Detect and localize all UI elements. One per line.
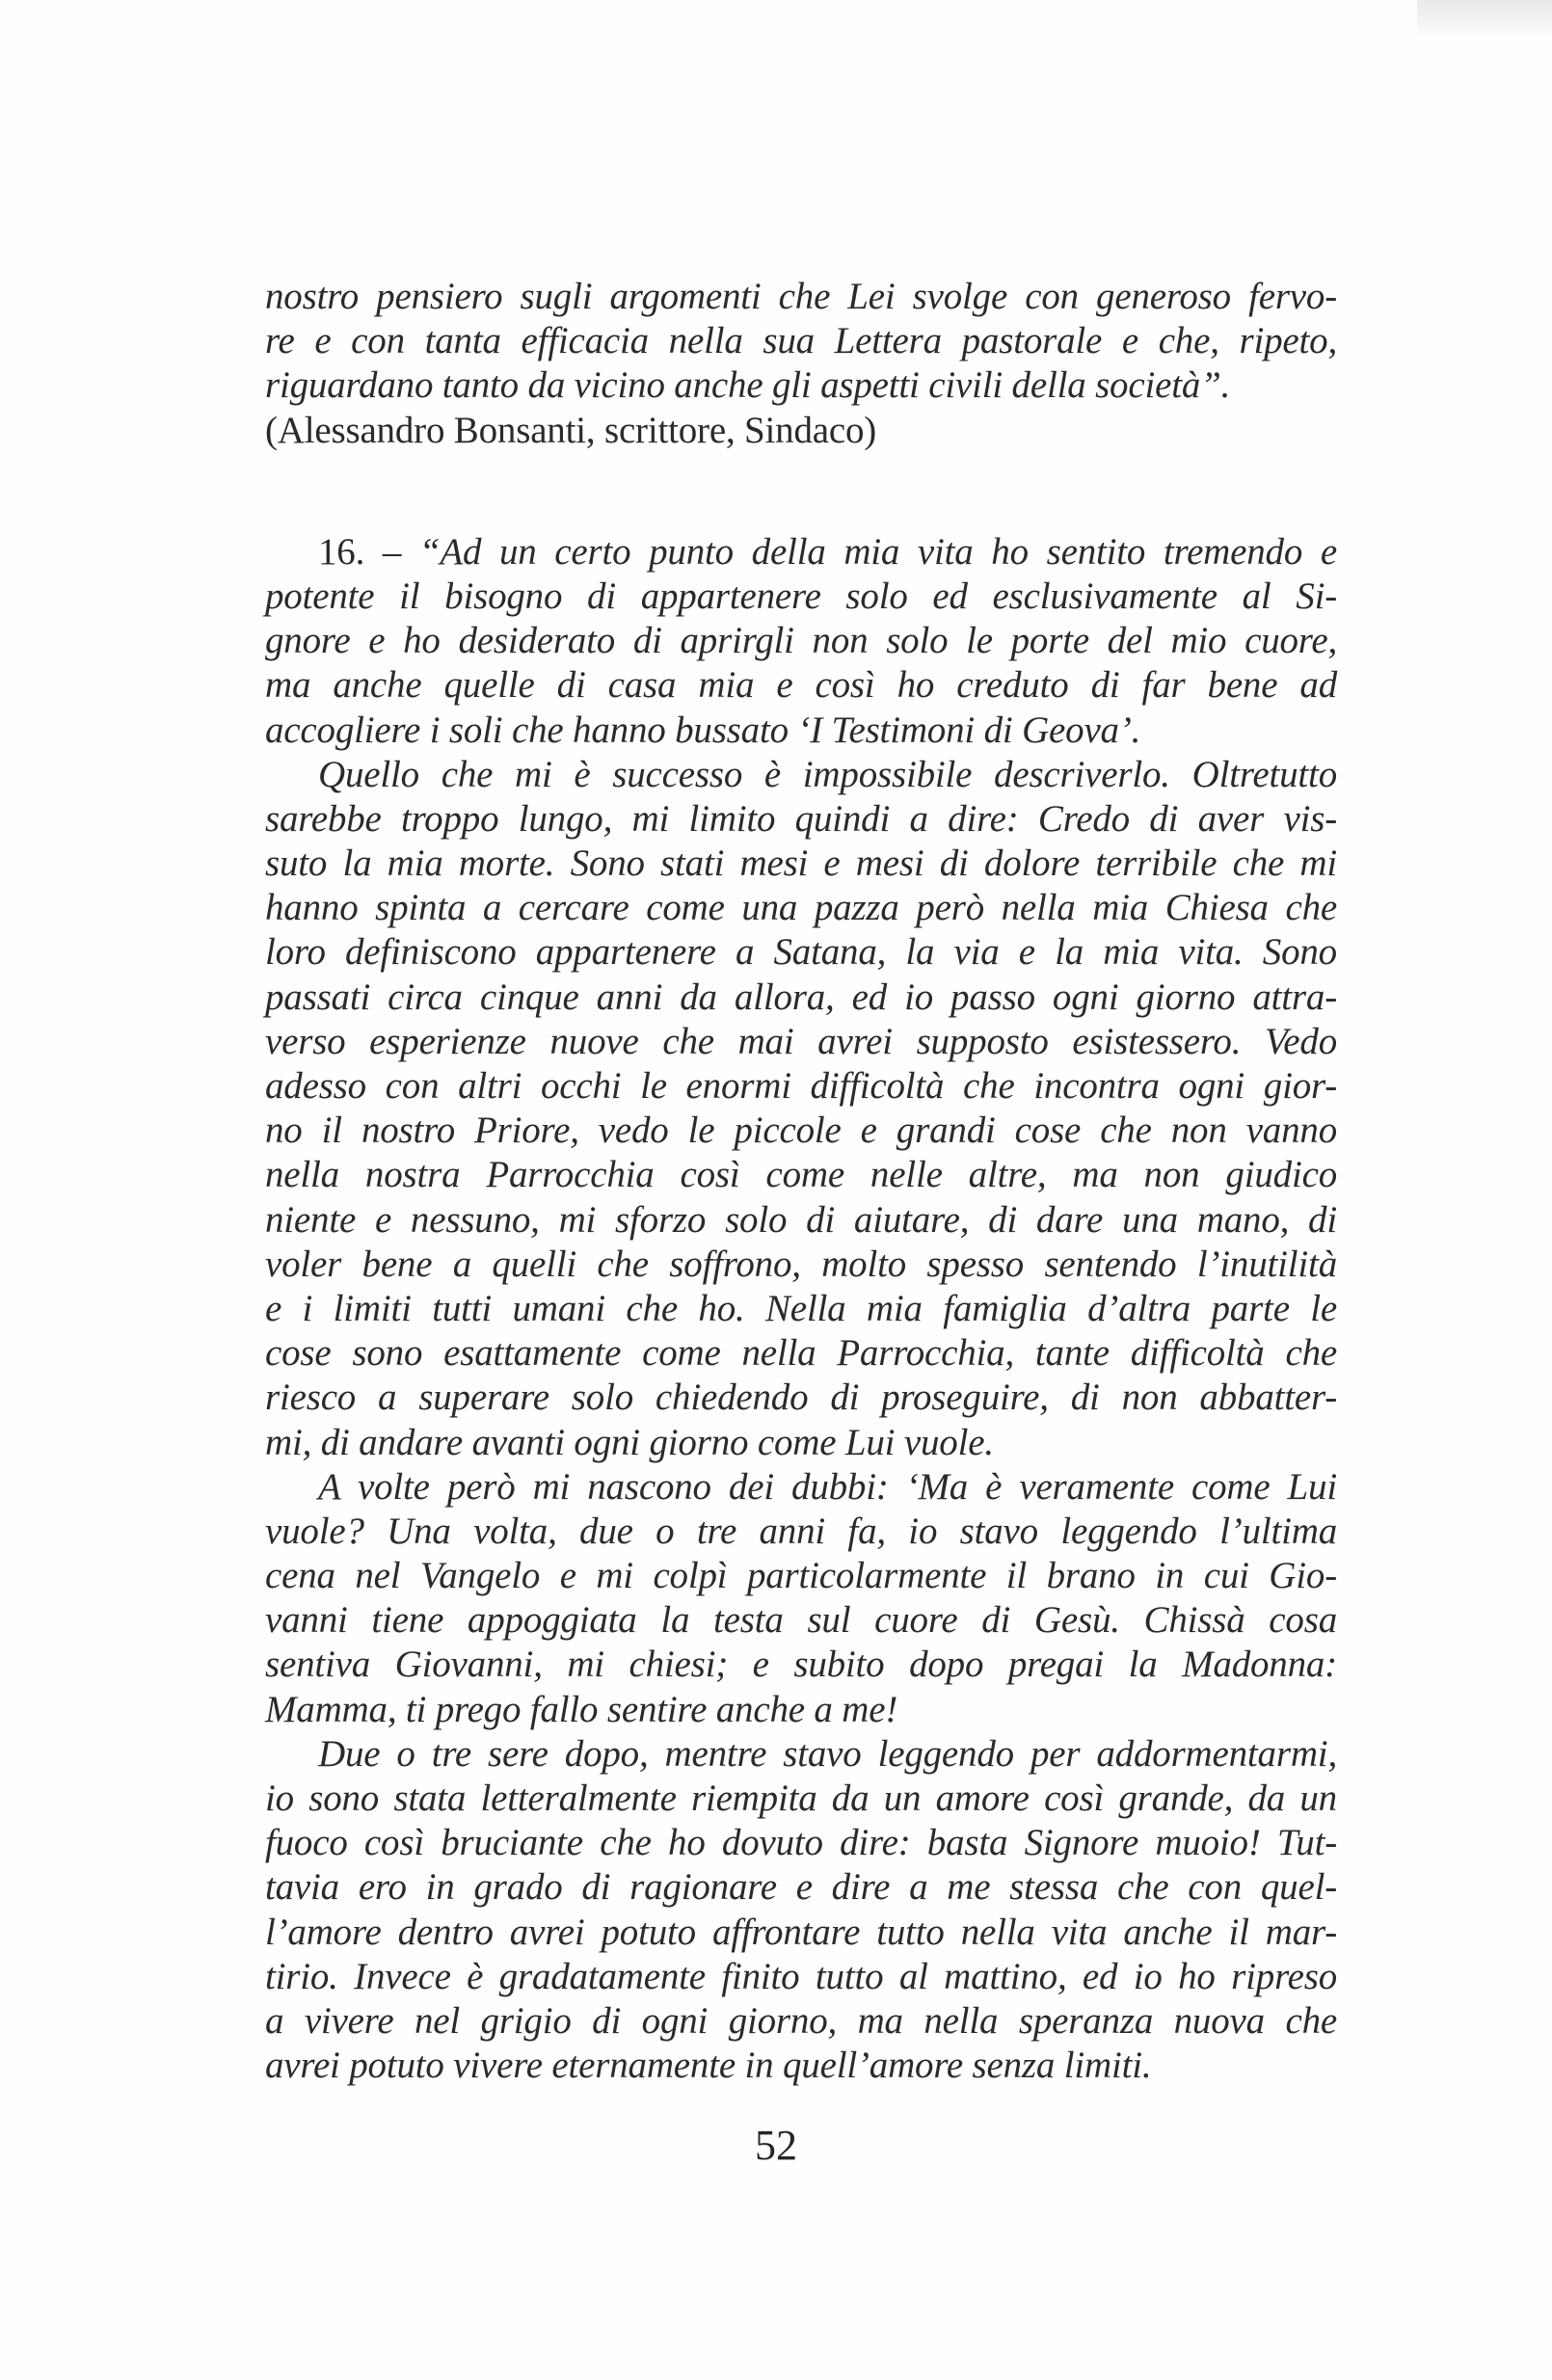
text-line: l’amore dentro avrei potuto affrontare tutto nella vita anche il mar-	[265, 1911, 1337, 1953]
text-line: sentiva Giovanni, mi chiesi; e subito dopo pregai la Madonna:	[265, 1644, 1337, 1686]
text-line: suto la mia morte. Sono stati mesi e mesi di dolore terribile che mi	[265, 842, 1337, 885]
text-line: riguardano tanto da vicino anche gli aspetti civili della società”.	[265, 364, 1231, 407]
text-line: niente e nessuno, mi sforzo solo di aiutare, di dare una mano, di	[265, 1198, 1337, 1241]
text-line: 16. – “Ad un certo punto della mia vita ho sentito tremendo e	[318, 530, 1337, 573]
item-number: 16. –	[318, 530, 402, 573]
text-line: gnore e ho desiderato di aprirgli non solo le porte del mio cuore,	[265, 620, 1337, 662]
text-line: riesco a superare solo chiedendo di proseguire, di non abbatter-	[265, 1377, 1337, 1419]
text-line: tavia ero in grado di ragionare e dire a me stessa che con quel-	[265, 1866, 1337, 1909]
text-line: nostro pensiero sugli argomenti che Lei svolge con generoso fervo-	[265, 276, 1337, 317]
text-line: io sono stata letteralmente riempita da un amore così grande, da un	[265, 1778, 1337, 1819]
text-line: vuole? Una volta, due o tre anni fa, io stavo leggendo l’ultima	[265, 1510, 1337, 1552]
text-line: Due o tre sere dopo, mentre stavo leggendo per addormentarmi,	[318, 1732, 1337, 1775]
text-line: cena nel Vangelo e mi colpì particolarmente il brano in cui Gio-	[265, 1555, 1337, 1597]
text-line: nella nostra Parrocchia così come nelle altre, ma non giudico	[265, 1154, 1337, 1196]
scan-edge-shadow	[1417, 0, 1552, 35]
text-line: Quello che mi è successo è impossibile descriverlo. Oltretutto	[318, 753, 1337, 795]
text-line: ma anche quelle di casa mia e così ho creduto di far bene ad	[265, 664, 1337, 707]
book-page-body	[265, 275, 1337, 2088]
text-line: fuoco così bruciante che ho dovuto dire: basta Signore muoio! Tut-	[265, 1822, 1337, 1864]
text-line: loro definiscono appartenere a Satana, la via e la mia vita. Sono	[265, 931, 1337, 974]
text-line: passati circa cinque anni da allora, ed io passo ogni giorno attra-	[265, 976, 1337, 1018]
text-line: avrei potuto vivere eternamente in quell’amore senza limiti.	[265, 2045, 1152, 2087]
text-line: potente il bisogno di appartenere solo ed esclusivamente al Si-	[265, 575, 1337, 617]
paragraph	[265, 1465, 1337, 1732]
text-line: tirio. Invece è gradatamente finito tutto al mattino, ed io ho ripreso	[265, 1955, 1337, 1997]
text-line: e i limiti tutti umani che ho. Nella mia famiglia d’altra parte le	[265, 1287, 1337, 1329]
paragraph	[265, 753, 1337, 1465]
text-line: re e con tanta efficacia nella sua Lettera pastorale e che, ripeto,	[265, 320, 1337, 362]
paragraph	[265, 530, 1337, 753]
text-line: no il nostro Priore, vedo le piccole e grandi cose che non vanno	[265, 1110, 1337, 1152]
text-line: accogliere i soli che hanno bussato ‘I Testimoni di Geova’.	[265, 709, 1141, 751]
attribution: (Alessandro Bonsanti, scrittore, Sindaco)	[265, 409, 877, 451]
text-line: mi, di andare avanti ogni giorno come Lui vuole.	[265, 1421, 994, 1463]
quote-tail	[265, 275, 1337, 453]
text-line: verso esperienze nuove che mai avrei supposto esistessero. Vedo	[265, 1020, 1337, 1062]
text-line: a vivere nel grigio di ogni giorno, ma nella speranza nuova che	[265, 1999, 1337, 2042]
text-line: vanni tiene appoggiata la testa sul cuore di Gesù. Chissà cosa	[265, 1599, 1337, 1642]
section-gap	[265, 453, 1337, 530]
text-line: cose sono esattamente come nella Parrocchia, tante difficoltà che	[265, 1332, 1337, 1375]
testimony-16	[265, 530, 1337, 2089]
text-line: voler bene a quelli che soffrono, molto spesso sentendo l’inutilità	[265, 1243, 1337, 1285]
page-number: 52	[755, 2122, 797, 2169]
text-line: A volte però mi nascono dei dubbi: ‘Ma è veramente come Lui	[318, 1465, 1337, 1508]
text-line: hanno spinta a cercare come una pazza però nella mia Chiesa che	[265, 887, 1337, 929]
text-line: sarebbe troppo lungo, mi limito quindi a dire: Credo di aver vis-	[265, 797, 1337, 840]
text-line: adesso con altri occhi le enormi difficoltà che incontra ogni gior-	[265, 1065, 1337, 1107]
text-line: Mamma, ti prego fallo sentire anche a me!	[265, 1688, 898, 1730]
paragraph	[265, 1732, 1337, 2089]
